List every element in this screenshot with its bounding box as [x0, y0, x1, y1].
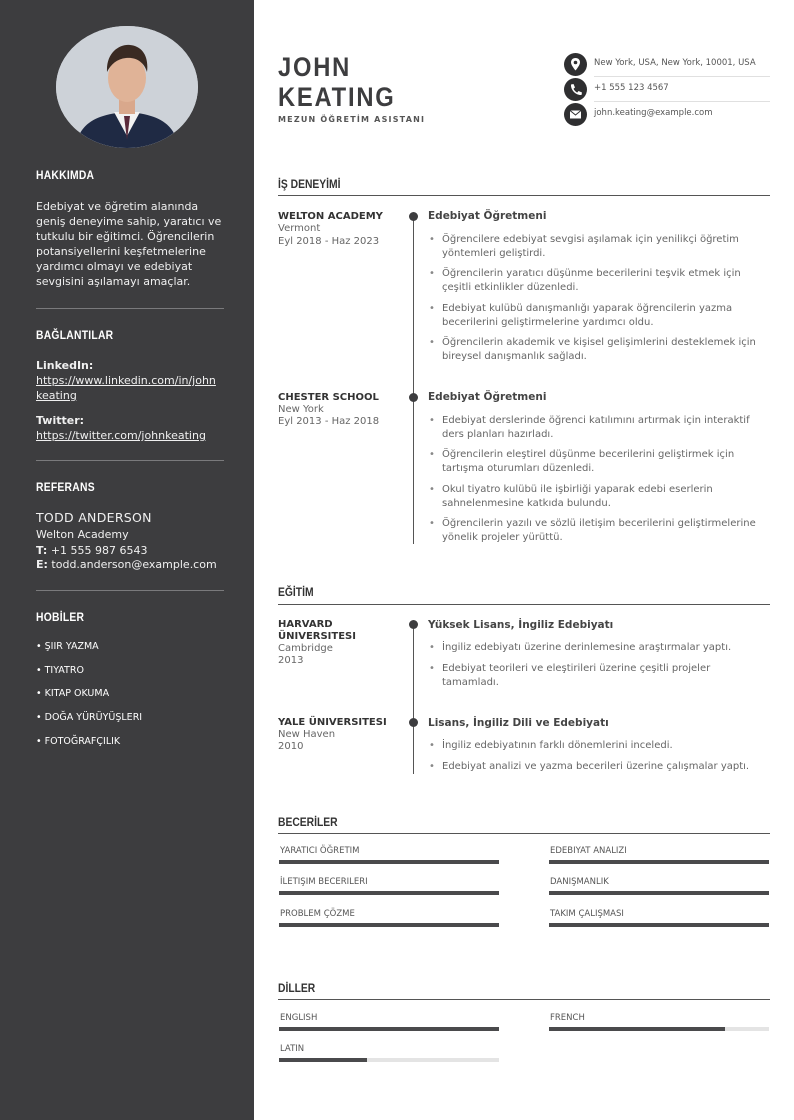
about-title: HAKKIMDA: [36, 168, 95, 182]
avatar: [56, 26, 198, 148]
skill-track: [549, 923, 769, 927]
section-rule: [278, 195, 770, 196]
skill-item: [549, 846, 769, 866]
reference-email-label: E:: [36, 558, 48, 571]
skill-track: [549, 891, 769, 895]
language-label: ENGLISH: [280, 1013, 318, 1023]
sidebar: [0, 0, 254, 1120]
skill-fill: [279, 923, 499, 927]
address-text: New York, USA, New York, 10001, USA: [594, 58, 756, 68]
language-track: [279, 1058, 499, 1062]
phone-icon: [564, 78, 587, 101]
divider: [594, 101, 770, 102]
reference-name: TODD ANDERSON: [36, 510, 152, 525]
experience-bullet: • Öğrencilerin yaratıcı düşünme becerilerini teşvik etmek için çeşitli etkinlikler düzenledi.: [428, 267, 768, 295]
language-fill: [279, 1058, 367, 1062]
section-rule: [278, 604, 770, 605]
skill-fill: [549, 923, 769, 927]
education-bullet: • İngiliz edebiyatının farklı dönemlerini inceledi.: [428, 739, 768, 753]
skill-item: [279, 909, 499, 929]
divider: [36, 460, 224, 461]
experience-role: Edebiyat Öğretmeni: [428, 391, 547, 403]
skill-fill: [279, 860, 499, 864]
language-label: FRENCH: [550, 1013, 585, 1023]
twitter-block: [36, 413, 226, 443]
links-title: BAĞLANTILAR: [36, 328, 114, 342]
experience-dates: Eyl 2013 - Haz 2018: [278, 416, 380, 427]
reference-email-value: todd.anderson@example.com: [51, 558, 217, 571]
twitter-label: Twitter:: [36, 414, 85, 427]
skill-track: [279, 891, 499, 895]
timeline-dot: [409, 393, 418, 402]
language-item: [279, 1013, 499, 1033]
language-label: LATIN: [280, 1044, 305, 1054]
hobby-item: • KITAP OKUMA: [36, 688, 110, 699]
location-pin-icon: [564, 53, 587, 76]
languages-title: DİLLER: [278, 981, 316, 995]
twitter-link[interactable]: https://twitter.com/johnkeating: [36, 429, 206, 442]
skill-track: [279, 923, 499, 927]
skill-label: YARATICI ÖĞRETIM: [280, 846, 360, 856]
skill-fill: [549, 891, 769, 895]
skill-track: [279, 860, 499, 864]
hobby-item: • FOTOĞRAFÇILIK: [36, 736, 121, 747]
language-fill: [279, 1027, 499, 1031]
skills-title: BECERİLER: [278, 815, 338, 829]
language-item: [549, 1013, 769, 1033]
section-rule: [278, 833, 770, 834]
timeline-dot: [409, 212, 418, 221]
profile-photo: [56, 26, 198, 148]
hobby-item: • ŞIIR YAZMA: [36, 641, 99, 652]
language-track: [279, 1027, 499, 1031]
divider: [36, 308, 224, 309]
hobby-item: • DOĞA YÜRÜYÜŞLERI: [36, 712, 143, 723]
about-text: Edebiyat ve öğretim alanında geniş deneyime sahip, yaratıcı ve tutkulu bir eğitimci. Öğrencilerin potansiyellerini keşfetmelerine yardımcı olmayı ve edebiyat sevgisini aşılamayı amaçlar.: [36, 200, 222, 288]
experience-bullet: • Öğrencilerin yazılı ve sözlü iletişim becerilerini geliştirmelerine yönelik projeler yürüttü.: [428, 517, 768, 545]
contact-email: [564, 103, 770, 125]
reference-org: Welton Academy: [36, 528, 129, 541]
skill-label: EDEBIYAT ANALIZI: [550, 846, 627, 856]
education-org: YALE ÜNIVERSITESI: [278, 717, 387, 728]
timeline-dot: [409, 718, 418, 727]
education-year: 2013: [278, 655, 304, 666]
job-title: MEZUN ÖĞRETİM ASISTANI: [278, 115, 426, 124]
education-location: Cambridge: [278, 643, 333, 654]
education-org: HARVARD ÜNIVERSITESI: [278, 619, 356, 642]
experience-org: CHESTER SCHOOL: [278, 392, 379, 403]
experience-bullet: • Edebiyat derslerinde öğrenci katılımını artırmak için interaktif ders planları hazırladı.: [428, 414, 768, 442]
skill-item: [279, 846, 499, 866]
skill-track: [549, 860, 769, 864]
experience-bullet: • Edebiyat kulübü danışmanlığı yaparak öğrencilerin yazma becerilerini geliştirmelerine yardımcı oldu.: [428, 302, 768, 330]
experience-timeline: [413, 216, 414, 544]
hobby-item: • TIYATRO: [36, 665, 84, 676]
skill-label: TAKIM ÇALIŞMASI: [550, 909, 624, 919]
linkedin-block: [36, 358, 226, 403]
education-bullet: • Edebiyat analizi ve yazma becerileri üzerine çalışmalar yaptı.: [428, 760, 768, 774]
skill-fill: [279, 891, 499, 895]
experience-location: New York: [278, 404, 324, 415]
experience-title: İŞ DENEYİMİ: [278, 177, 341, 191]
reference-email: [36, 557, 226, 572]
language-item: [279, 1044, 499, 1064]
hobbies-title: HOBİLER: [36, 610, 85, 624]
email-text[interactable]: john.keating@example.com: [594, 108, 713, 118]
language-track: [549, 1027, 769, 1031]
skill-label: DANIŞMANLIK: [550, 877, 609, 887]
divider: [36, 590, 224, 591]
experience-bullet: • Okul tiyatro kulübü ile işbirliği yaparak edebi eserlerin sahnelenmesine katkıda bulundu.: [428, 483, 768, 511]
experience-role: Edebiyat Öğretmeni: [428, 210, 547, 222]
experience-dates: Eyl 2018 - Haz 2023: [278, 236, 380, 247]
linkedin-label: LinkedIn:: [36, 359, 94, 372]
skill-item: [549, 909, 769, 929]
skill-label: PROBLEM ÇÖZME: [280, 909, 355, 919]
skill-item: [279, 877, 499, 897]
education-degree: Yüksek Lisans, İngiliz Edebiyatı: [428, 619, 614, 631]
experience-bullet: • Öğrencilerin eleştirel düşünme becerilerini geliştirmek için tartışma oturumları düzenledi.: [428, 448, 768, 476]
skill-label: İLETIŞIM BECERILERI: [280, 877, 368, 887]
education-degree: Lisans, İngiliz Dili ve Edebiyatı: [428, 717, 609, 729]
education-bullet: • İngiliz edebiyatı üzerine derinlemesine araştırmalar yaptı.: [428, 641, 768, 655]
education-year: 2010: [278, 741, 304, 752]
education-title: EĞİTİM: [278, 585, 314, 599]
linkedin-link[interactable]: https://www.linkedin.com/in/johnkeating: [36, 374, 216, 402]
reference-phone-label: T:: [36, 544, 48, 557]
skill-item: [549, 877, 769, 897]
experience-location: Vermont: [278, 223, 321, 234]
education-timeline: [413, 624, 414, 774]
divider: [594, 76, 770, 77]
timeline-dot: [409, 620, 418, 629]
language-fill: [549, 1027, 725, 1031]
education-location: New Haven: [278, 729, 336, 740]
phone-text: +1 555 123 4567: [594, 83, 669, 93]
reference-phone: [36, 543, 226, 558]
experience-bullet: • Öğrencilere edebiyat sevgisi aşılamak için yenilikçi öğretim yöntemleri geliştirdi.: [428, 233, 768, 261]
section-rule: [278, 999, 770, 1000]
skill-fill: [549, 860, 769, 864]
reference-phone-value: +1 555 987 6543: [50, 544, 148, 557]
contact-phone: [564, 78, 770, 100]
reference-title: REFERANS: [36, 480, 95, 494]
experience-org: WELTON ACADEMY: [278, 211, 383, 222]
name-first: JOHN: [278, 52, 352, 82]
name-last: KEATING: [278, 82, 396, 112]
education-bullet: • Edebiyat teorileri ve eleştirileri üzerine çeşitli projeler tamamladı.: [428, 662, 768, 690]
envelope-icon: [564, 103, 587, 126]
experience-bullet: • Öğrencilerin akademik ve kişisel gelişimlerini desteklemek için bireysel danışmanlık sağladı.: [428, 336, 768, 364]
contact-address: [564, 53, 770, 75]
